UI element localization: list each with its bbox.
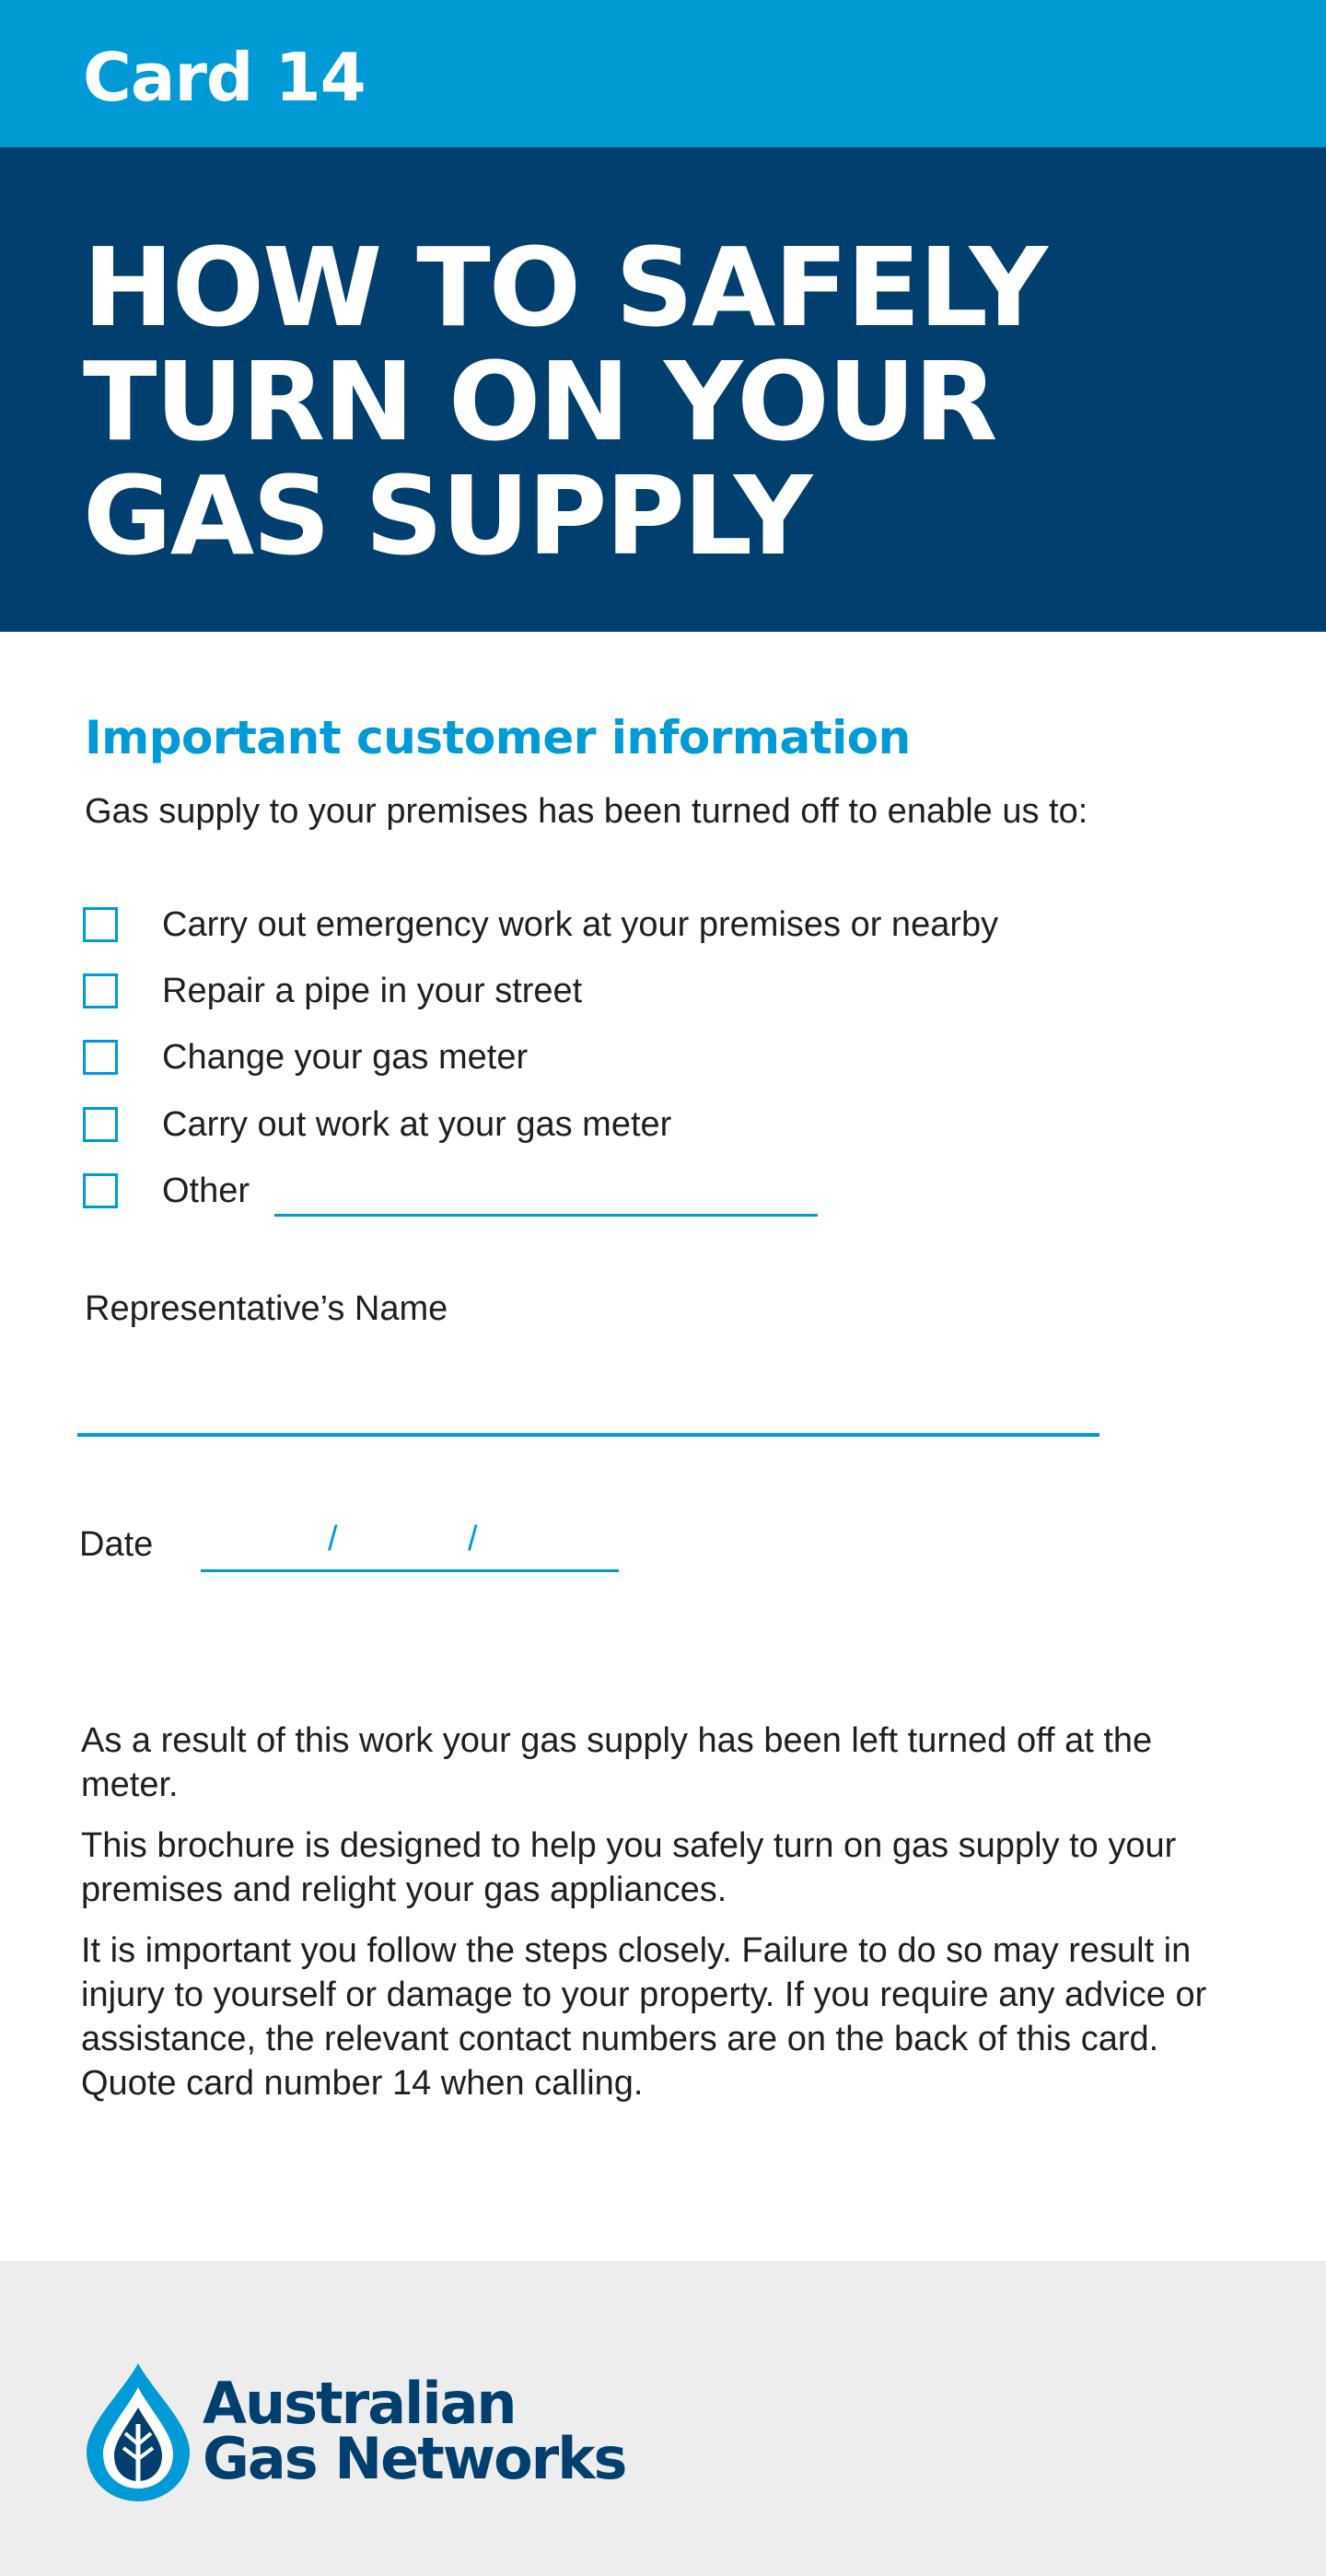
body-paragraph: It is important you follow the steps closely. Failure to do so may result in injury to yourself or damage to your property. If you require any advice or assistance, the relevant contact numbers are on the back of this card. Quote card number 14 when calling. <box>81 1931 1207 2103</box>
card-number: Card 14 <box>83 39 366 116</box>
checklist-label: Change your gas meter <box>162 1038 529 1077</box>
checklist-label: Other <box>162 1171 250 1210</box>
checklist-item-repair-pipe[interactable] <box>83 971 582 1011</box>
date-separator: / <box>328 1520 338 1558</box>
footer <box>0 2261 1326 2576</box>
logo-line-1: Australian <box>203 2370 516 2437</box>
representative-name-field[interactable] <box>77 1433 1099 1437</box>
representative-name-label: Representative’s Name <box>85 1289 448 1328</box>
date-label: Date <box>79 1525 154 1564</box>
checklist-item-emergency-work[interactable] <box>83 904 998 945</box>
checklist-label: Repair a pipe in your street <box>162 972 583 1010</box>
checklist-item-meter-work[interactable] <box>83 1104 671 1145</box>
flame-drop-icon <box>81 2360 195 2503</box>
checkbox[interactable] <box>83 1107 118 1142</box>
date-separator: / <box>468 1520 478 1558</box>
checkbox[interactable] <box>83 973 118 1008</box>
body-text <box>81 1719 1223 2122</box>
intro-text: Gas supply to your premises has been turned off to enable us to: <box>85 792 1088 831</box>
title-line-1: HOW TO SAFELY <box>83 224 1046 351</box>
other-reason-field[interactable] <box>274 1214 818 1217</box>
page-title <box>83 224 1188 579</box>
checklist-label: Carry out emergency work at your premises or nearby <box>162 905 999 944</box>
title-line-3: GAS SUPPLY <box>83 452 811 579</box>
date-field[interactable] <box>201 1521 619 1572</box>
body-paragraph: As a result of this work your gas supply has been left turned off at the meter. <box>81 1721 1153 1804</box>
checkbox[interactable] <box>83 907 118 942</box>
logo-line-2: Gas Networks <box>203 2425 626 2492</box>
checklist-label: Carry out work at your gas meter <box>162 1105 672 1144</box>
section-heading: Important customer information <box>85 711 911 764</box>
body-paragraph: This brochure is designed to help you safely turn on gas supply to your premises and relight your gas appliances. <box>81 1826 1177 1909</box>
checklist-item-change-meter[interactable] <box>83 1037 528 1078</box>
checklist-item-other[interactable] <box>83 1171 250 1211</box>
title-line-2: TURN ON YOUR <box>83 338 996 465</box>
checkbox[interactable] <box>83 1173 118 1208</box>
checkbox[interactable] <box>83 1040 118 1075</box>
company-logo-text <box>203 2370 626 2492</box>
